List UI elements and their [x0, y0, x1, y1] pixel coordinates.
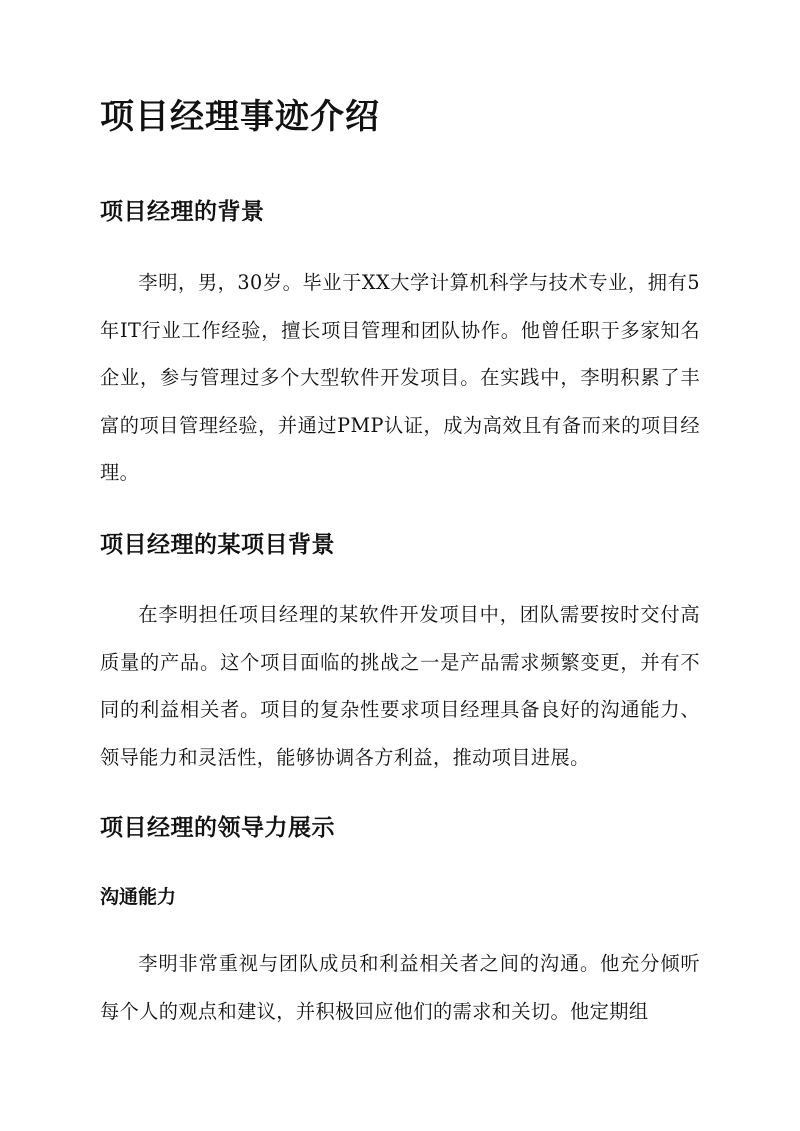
section-heading-project-background: 项目经理的某项目背景 [100, 531, 335, 558]
section-paragraph-project-background: 在李明担任项目经理的某软件开发项目中，团队需要按时交付高质量的产品。这个项目面临的挑战之一是产品需求频繁变更，并有不同的利益相关者。项目的复杂性要求项目经理具备良好的沟通能力、领导能力和灵活性，能够协调各方利益，推动项目进展。 [100, 603, 700, 769]
section-heading-background: 项目经理的背景 [100, 198, 265, 225]
document-title: 项目经理事迹介绍 [100, 97, 380, 137]
section-paragraph-background: 李明，男，30岁。毕业于XX大学计算机科学与技术专业，拥有5年IT行业工作经验，擅长项目管理和团队协作。他曾任职于多家知名企业，参与管理过多个大型软件开发项目。在实践中，李明积累了丰富的项目管理经验，并通过PMP认证，成为高效且有备而来的项目经理。 [100, 271, 700, 484]
section-heading-leadership: 项目经理的领导力展示 [100, 814, 335, 841]
subsection-paragraph-communication: 李明非常重视与团队成员和利益相关者之间的沟通。他充分倾听每个人的观点和建议，并积极回应他们的需求和关切。他定期组 [100, 952, 700, 1023]
subsection-heading-communication: 沟通能力 [100, 886, 177, 908]
